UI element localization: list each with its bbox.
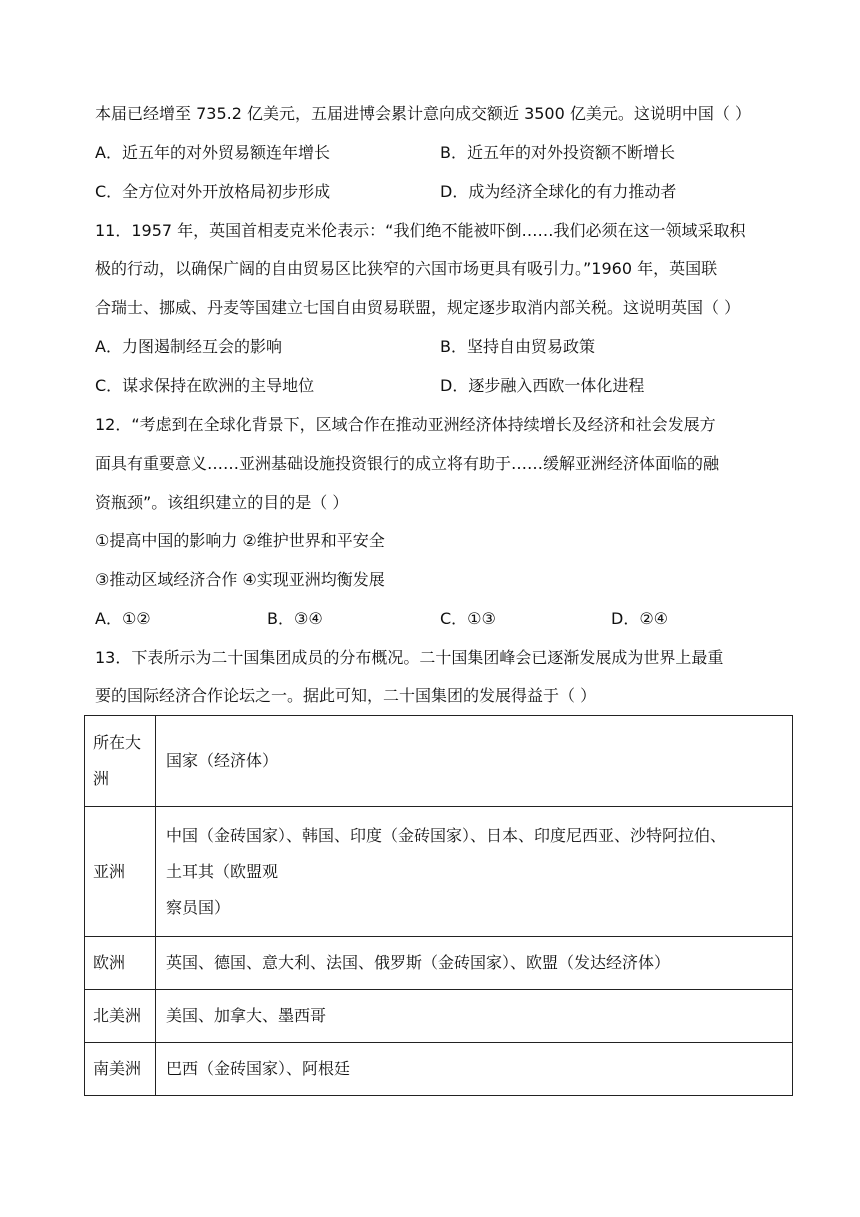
q11-stem-line-2: 极的行动，以确保广阔的自由贸易区比狭窄的六国市场更具有吸引力。”1960 年，英国联 (95, 259, 718, 278)
row-continent: 亚洲 (85, 807, 156, 937)
q11-option-d[interactable]: D．逐步融入西欧一体化进程 (440, 376, 645, 395)
row-countries: 英国、德国、意大利、法国、俄罗斯（金砖国家）、欧盟（发达经济体） (156, 937, 793, 990)
q11-option-c[interactable]: C．谋求保持在欧洲的主导地位 (95, 376, 315, 395)
q12-item-line-2: ③推动区域经济合作 ④实现亚洲均衡发展 (95, 570, 385, 589)
row-countries-line-3: 察员国） (166, 897, 231, 917)
table-header-countries: 国家（经济体） (156, 716, 793, 807)
q12-option-a[interactable]: A．①② (95, 609, 151, 628)
q12-option-b[interactable]: B．③④ (267, 609, 323, 628)
q12-item-line-1: ①提高中国的影响力 ②维护世界和平安全 (95, 531, 385, 550)
q12-option-d[interactable]: D．②④ (611, 609, 669, 628)
g20-members-table (84, 715, 793, 1096)
q12-stem-line-1: 12．“考虑到在全球化背景下，区域合作在推动亚洲经济体持续增长及经济和社会发展方 (95, 415, 716, 434)
row-continent: 北美洲 (85, 990, 156, 1043)
q11-option-a[interactable]: A．力图遏制经互会的影响 (95, 337, 282, 356)
table-header-continent (85, 716, 156, 807)
q11-option-b[interactable]: B．坚持自由贸易政策 (440, 337, 595, 356)
table-row (85, 937, 793, 990)
q10-option-a[interactable]: A．近五年的对外贸易额连年增长 (95, 143, 330, 162)
q10-option-d[interactable]: D．成为经济全球化的有力推动者 (440, 182, 677, 201)
q13-stem-line-2: 要的国际经济合作论坛之一。据此可知，二十国集团的发展得益于（ ） (95, 686, 597, 705)
q10-option-b[interactable]: B．近五年的对外投资额不断增长 (440, 143, 675, 162)
header-continent-line-2: 洲 (93, 769, 110, 788)
row-countries: 美国、加拿大、墨西哥 (156, 990, 793, 1043)
table-row (85, 990, 793, 1043)
q12-stem-line-2: 面具有重要意义……亚洲基础设施投资银行的成立将有助于……缓解亚洲经济体面临的融 (95, 454, 720, 473)
q11-stem-line-3: 合瑞士、挪威、丹麦等国建立七国自由贸易联盟，规定逐步取消内部关税。这说明英国（ ） (95, 298, 741, 317)
table-row (85, 807, 793, 937)
q10-stem-line: 本届已经增至 735.2 亿美元，五届进博会累计意向成交额近 3500 亿美元。这说明中国（ ） (95, 104, 751, 123)
q12-stem-line-3: 资瓶颈”。该组织建立的目的是（ ） (95, 493, 349, 512)
row-countries-line-1: 中国（金砖国家）、韩国、印度（金砖国家）、日本、印度尼西亚、沙特阿拉伯、 (166, 825, 727, 845)
row-countries-line-2: 土耳其（欧盟观 (166, 861, 279, 881)
table-header-row (85, 716, 793, 807)
header-continent-line-1: 所在大 (93, 733, 142, 752)
q13-stem-line-1: 13．下表所示为二十国集团成员的分布概况。二十国集团峰会已逐渐发展成为世界上最重 (95, 648, 724, 667)
q10-option-c[interactable]: C．全方位对外开放格局初步形成 (95, 182, 331, 201)
q11-stem-line-1: 11．1957 年，英国首相麦克米伦表示：“我们绝不能被吓倒……我们必须在这一领域采取积 (95, 221, 746, 240)
row-countries: 巴西（金砖国家）、阿根廷 (156, 1043, 793, 1096)
table-row (85, 1043, 793, 1096)
q12-option-c[interactable]: C．①③ (440, 609, 496, 628)
row-continent: 南美洲 (85, 1043, 156, 1096)
row-countries (156, 807, 793, 937)
row-continent: 欧洲 (85, 937, 156, 990)
